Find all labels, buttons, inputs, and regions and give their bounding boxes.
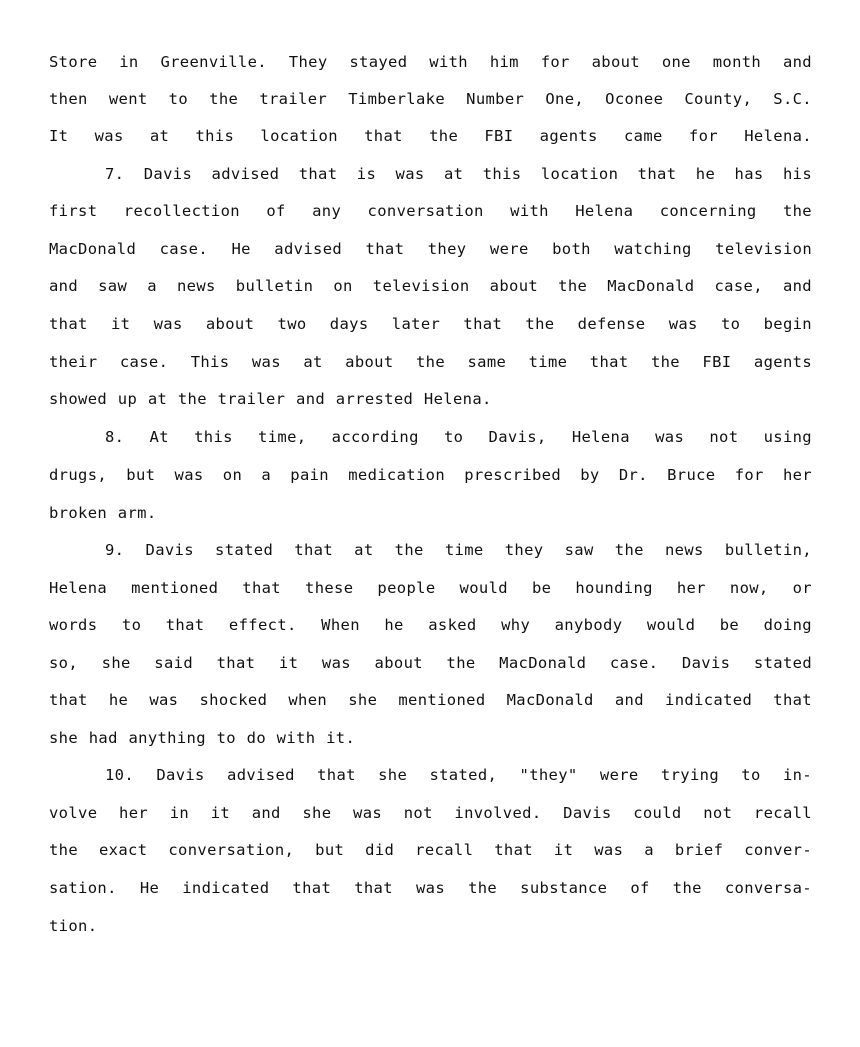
text-line: drugs, but was on a pain medication prescribed by Dr. Bruce for her: [49, 466, 812, 484]
text-line: broken arm.: [49, 504, 157, 522]
text-line: she had anything to do with it.: [49, 729, 356, 747]
text-line: sation. He indicated that that was the substance of the conversa-: [49, 879, 812, 897]
text-line: Helena mentioned that these people would be hounding her now, or: [49, 579, 812, 597]
text-line: words to that effect. When he asked why anybody would be doing: [49, 616, 812, 634]
paragraph-9-start: 9. Davis stated that at the time they saw the news bulletin,: [105, 541, 812, 559]
text-line: volve her in it and she was not involved. Davis could not recall: [49, 804, 812, 822]
paragraph-7-start: 7. Davis advised that is was at this location that he has his: [105, 165, 812, 183]
text-line: that he was shocked when she mentioned MacDonald and indicated that: [49, 691, 812, 709]
text-line: the exact conversation, but did recall that it was a brief conver-: [49, 841, 812, 859]
text-line: tion.: [49, 917, 98, 935]
text-line: It was at this location that the FBI agents came for Helena.: [49, 127, 812, 145]
text-line: MacDonald case. He advised that they were both watching television: [49, 240, 812, 258]
text-line: that it was about two days later that the defense was to begin: [49, 315, 812, 333]
text-line: and saw a news bulletin on television about the MacDonald case, and: [49, 277, 812, 295]
text-line: then went to the trailer Timberlake Number One, Oconee County, S.C.: [49, 90, 812, 108]
text-line: their case. This was at about the same time that the FBI agents: [49, 353, 812, 371]
paragraph-8-start: 8. At this time, according to Davis, Helena was not using: [105, 428, 812, 446]
text-line: showed up at the trailer and arrested Helena.: [49, 390, 492, 408]
text-line: first recollection of any conversation with Helena concerning the: [49, 202, 812, 220]
text-line: so, she said that it was about the MacDonald case. Davis stated: [49, 654, 812, 672]
paragraph-10-start: 10. Davis advised that she stated, "they" were trying to in-: [105, 766, 812, 784]
text-line: Store in Greenville. They stayed with him for about one month and: [49, 53, 812, 71]
